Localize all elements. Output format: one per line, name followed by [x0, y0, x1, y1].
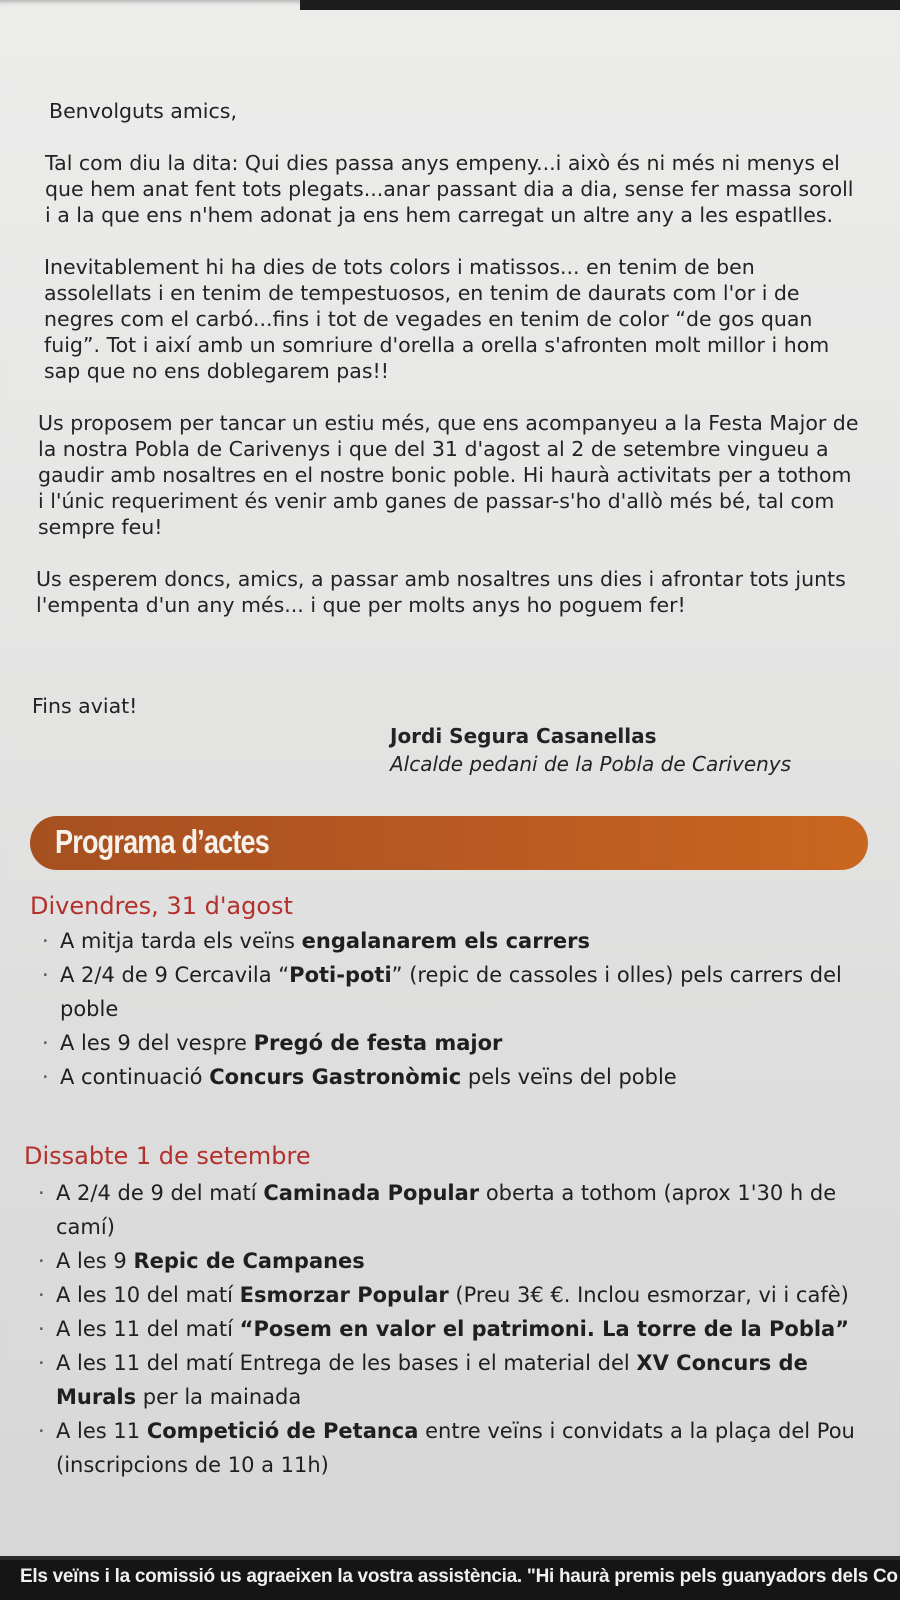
activity-text: A les 9 del vespre: [60, 1031, 254, 1055]
activity-item: [26, 1346, 856, 1414]
activity-item: [26, 1176, 856, 1244]
program-banner: [30, 816, 868, 870]
activity-highlight: Pregó de festa major: [253, 1031, 503, 1055]
activity-item: [30, 1060, 850, 1094]
activity-item: [26, 1244, 856, 1278]
activity-text: (Preu 3€ €. Inclou esmorzar, vi i cafè): [448, 1283, 849, 1307]
letter-greeting: Benvolguts amics,: [49, 99, 237, 123]
footer-strip: [0, 1560, 900, 1600]
activity-item: [30, 958, 850, 1026]
footer-text: Els veïns i la comissió us agraeixen la vostra assistència. "Hi haurà premis pels guanyadors dels Co: [20, 1566, 898, 1587]
signature-role: Alcalde pedani de la Pobla de Carivenys: [390, 752, 792, 776]
activity-item: [30, 924, 850, 958]
welcome-letter: [30, 98, 860, 644]
program-title: Programa d’actes: [55, 823, 269, 860]
activity-text: A les 9: [56, 1249, 134, 1273]
signature-name: Jordi Segura Casanellas: [390, 724, 657, 748]
letter-paragraph: Tal com diu la dita: Qui dies passa anys empeny...i això és ni més ni menys el que hem anat fent tots plegats...anar passant dia a dia, sense fer massa soroll i a la que ens n'hem adonat ja ens hem carregat un altre any a les espatlles.: [45, 151, 854, 227]
activity-text: A mitja tarda els veïns: [60, 929, 302, 953]
activity-highlight: Repic de Campanes: [133, 1249, 365, 1273]
letter-paragraph: Inevitablement hi ha dies de tots colors i matissos... en tenim de ben assolellats i en tenim de tempestuosos, en tenim de daurats com l'or i de negres com el carbó...fins i tot de vegades en tenim de color “de gos quan fuig”. Tot i així amb un somriure d'orella a orella s'afronten molt millor i hom sap que no ens doblegarem pas!!: [44, 255, 830, 383]
day-heading-friday: Divendres, 31 d'agost: [30, 892, 293, 920]
activity-text: A 2/4 de 9 Cercavila “: [60, 963, 290, 987]
activity-text: A les 11 del matí Entrega de les bases i el material del: [56, 1351, 637, 1375]
activity-text: A continuació: [60, 1065, 210, 1089]
activity-item: [30, 1026, 850, 1060]
activity-item: [26, 1278, 856, 1312]
day-heading-saturday: Dissabte 1 de setembre: [24, 1142, 311, 1170]
activity-highlight: Concurs Gastronòmic: [209, 1065, 462, 1089]
page-top-edge: [300, 0, 900, 10]
activity-item: [26, 1414, 856, 1482]
activity-highlight: Caminada Popular: [263, 1181, 480, 1205]
activity-text: A les 11: [56, 1419, 147, 1443]
activity-text: oberta a tothom (aprox 1'30 h de camí): [56, 1181, 837, 1239]
activity-text: A 2/4 de 9 del matí: [56, 1181, 264, 1205]
activity-highlight: XV Concurs de Murals: [56, 1351, 808, 1409]
activity-highlight: Competició de Petanca: [146, 1419, 419, 1443]
activity-text: A les 11 del matí: [56, 1317, 240, 1341]
signature-block: [390, 722, 791, 778]
activity-highlight: engalanarem els carrers: [301, 929, 591, 953]
saturday-activity-list: [26, 1176, 856, 1482]
activity-text: entre veïns i convidats a la plaça del Pou (inscripcions de 10 a 11h): [56, 1419, 855, 1477]
activity-highlight: “Posem en valor el patrimoni. La torre de la Pobla”: [239, 1317, 850, 1341]
friday-activity-list: [30, 924, 850, 1094]
letter-closing: Fins aviat!: [32, 694, 138, 718]
activity-text: A les 10 del matí: [56, 1283, 240, 1307]
activity-text: per la mainada: [136, 1385, 302, 1409]
activity-text: pels veïns del poble: [461, 1065, 677, 1089]
activity-highlight: Esmorzar Popular: [239, 1283, 449, 1307]
activity-highlight: Poti-poti: [289, 963, 392, 987]
activity-text: ” (repic de cassoles i olles) pels carrers del poble: [60, 963, 842, 1021]
letter-paragraph: Us proposem per tancar un estiu més, que ens acompanyeu a la Festa Major de la nostra Pobla de Carivenys i que del 31 d'agost al 2 de setembre vingueu a gaudir amb nosaltres en el nostre bonic poble. Hi haurà activitats per a tothom i l'únic requeriment és venir amb ganes de passar-s'ho d'allò més bé, tal com sempre feu!: [38, 411, 859, 539]
activity-item: [26, 1312, 856, 1346]
letter-paragraph: Us esperem doncs, amics, a passar amb nosaltres uns dies i afrontar tots junts l'empenta d'un any més... i que per molts anys ho poguem fer!: [36, 567, 846, 617]
